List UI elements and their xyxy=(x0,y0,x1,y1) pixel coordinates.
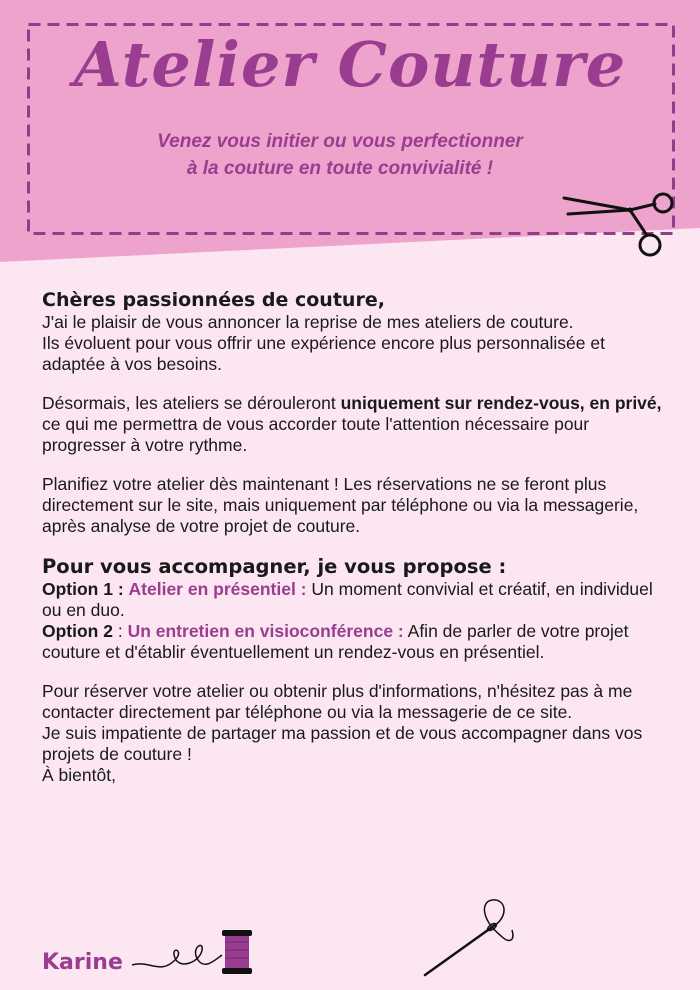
highlight-appointments: uniquement sur rendez-vous, en privé, xyxy=(340,393,662,413)
paragraph-appointments: Désormais, les ateliers se dérouleront uniquement sur rendez-vous, en privé, ce qui me permettra de vous accorder toute l'attention nécessaire pour progresser à votre rythme. xyxy=(42,393,662,455)
section-title: Pour vous accompagner, je vous propose : xyxy=(42,555,507,578)
paragraph-booking: Planifiez votre atelier dès maintenant ! Les réservations ne se feront plus directement sur le site, mais uniquement par téléphone ou via la messagerie, après analyse de votre projet de couture. xyxy=(42,474,639,536)
page-title: Atelier Couture xyxy=(73,28,627,101)
option-1-title: Atelier en présentiel : xyxy=(128,579,307,599)
thread-spool-icon xyxy=(130,920,270,985)
option-2-title: Un entretien en visioconférence : xyxy=(127,621,404,641)
option-2: Option 2 : Un entretien en visioconférence : Afin de parler de votre projet couture et d'établir éventuellement un rendez-vous en présentiel. xyxy=(42,621,629,662)
letter-body xyxy=(42,288,672,786)
scissors-icon xyxy=(560,182,678,262)
paragraph-passion: Je suis impatiente de partager ma passion et de vous accompagner dans vos projets de couture ! xyxy=(42,723,643,764)
greeting: Chères passionnées de couture, xyxy=(42,289,385,311)
needle-icon xyxy=(420,890,520,980)
paragraph-intro: J'ai le plaisir de vous annoncer la reprise de mes ateliers de couture. Ils évoluent pour vous offrir une expérience encore plus personnalisée et adaptée à vos besoins. xyxy=(42,312,605,374)
signature: Karine xyxy=(42,950,123,975)
option-1: Option 1 : Atelier en présentiel : Un moment convivial et créatif, en individuel ou en duo. xyxy=(42,579,653,620)
closing: À bientôt, xyxy=(42,765,116,785)
page-subtitle: Venez vous initier ou vous perfectionner à la couture en toute convivialité ! xyxy=(157,131,523,179)
paragraph-contact: Pour réserver votre atelier ou obtenir plus d'informations, n'hésitez pas à me contacter directement par téléphone ou via la messagerie de ce site. xyxy=(42,681,633,722)
